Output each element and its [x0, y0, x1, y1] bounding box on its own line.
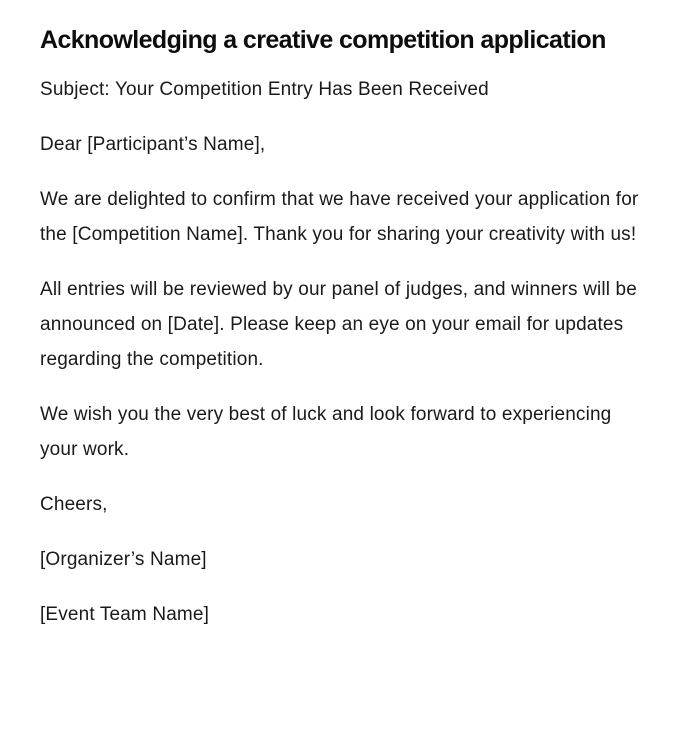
signature-name: [Organizer’s Name] [40, 549, 207, 570]
body-paragraph-review: All entries will be reviewed by our panel of judges, and winners will be announced on [Date]. Please keep an eye on your email for updates regarding the competition. [40, 279, 637, 370]
subject-line: Subject: Your Competition Entry Has Been Received [40, 79, 489, 100]
body-paragraph-confirmation: We are delighted to confirm that we have received your application for the [Competition Name]. Thank you for sharing your creativity with us! [40, 189, 639, 245]
closing: Cheers, [40, 494, 108, 515]
body-paragraph-wishes: We wish you the very best of luck and look forward to experiencing your work. [40, 404, 612, 460]
document-title: Acknowledging a creative competition application [40, 26, 606, 54]
letter-document [40, 18, 650, 632]
signature-team: [Event Team Name] [40, 604, 210, 625]
greeting: Dear [Participant’s Name], [40, 134, 266, 155]
